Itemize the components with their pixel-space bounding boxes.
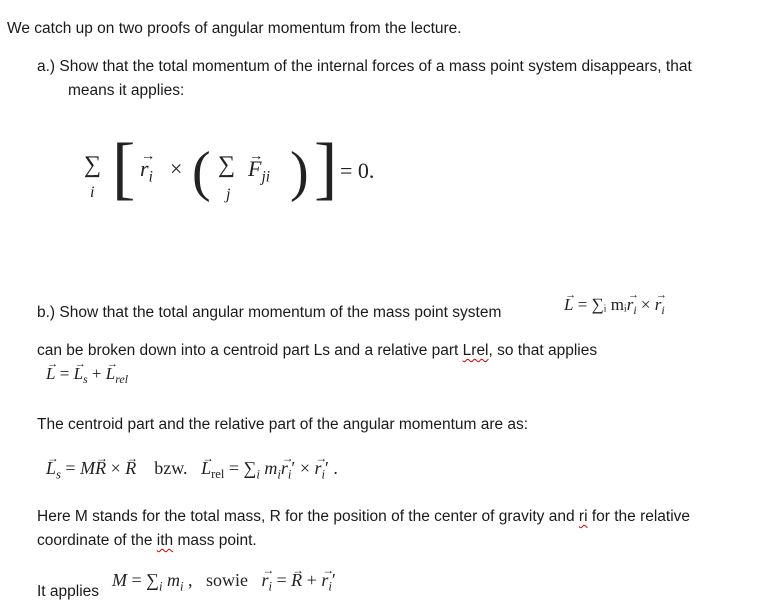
part-b-line5: coordinate of the ith mass point. <box>37 532 257 549</box>
sum-index-j: j <box>226 186 231 203</box>
sum-symbol-i: ∑ <box>84 152 102 178</box>
part-a-line2: means it applies: <box>68 82 185 99</box>
right-bracket: ] <box>314 130 338 207</box>
sum-index-i: i <box>90 184 95 201</box>
equation-a <box>78 130 418 218</box>
sum-symbol-j: ∑ <box>218 152 236 178</box>
cross-symbol: × <box>170 156 183 181</box>
r-vector: → $r_i$ <box>140 156 153 186</box>
left-paren: ( <box>192 141 211 203</box>
equation-a-rhs: = 0. <box>340 158 375 183</box>
it-applies-label: It applies <box>37 583 100 600</box>
intro-text: We catch up on two proofs of angular momentum from the lecture. <box>7 20 462 37</box>
part-b-line4: Here M stands for the total mass, R for the position of the center of gravity and ri for the relative <box>37 508 691 525</box>
part-b-line2: can be broken down into a centroid part Ls and a relative part Lrel, so that applies <box>37 342 598 359</box>
left-bracket: [ <box>112 130 136 207</box>
right-paren: ) <box>290 141 309 203</box>
f-vector: → $F_{ji}$ <box>248 156 270 186</box>
part-a-line1: a.) Show that the total momentum of the internal forces of a mass point system disappears, that <box>37 58 692 75</box>
L-definition: → L = ∑ᵢ mᵢ→ $r_i$ × → $r_i$ <box>564 295 665 318</box>
part-b-line1: b.) Show that the total angular momentum of the mass point system <box>37 304 502 321</box>
centroid-relative-equation: → $L_s = M\to R$ × → R bzw. → $L_{rel} = \sum_i$ $m_i\to r_i'$ × → $r_i'$ . <box>46 458 338 482</box>
L-sum-equation: → L = → $L_s$ + → $L_{rel}$ <box>46 364 128 387</box>
mass-equation: $M = \sum_i$ $m_i$ , sowie → $r_i$ = → R + → $r_i'$ <box>112 570 336 594</box>
part-b-line3: The centroid part and the relative part of the angular momentum are as: <box>37 416 529 433</box>
